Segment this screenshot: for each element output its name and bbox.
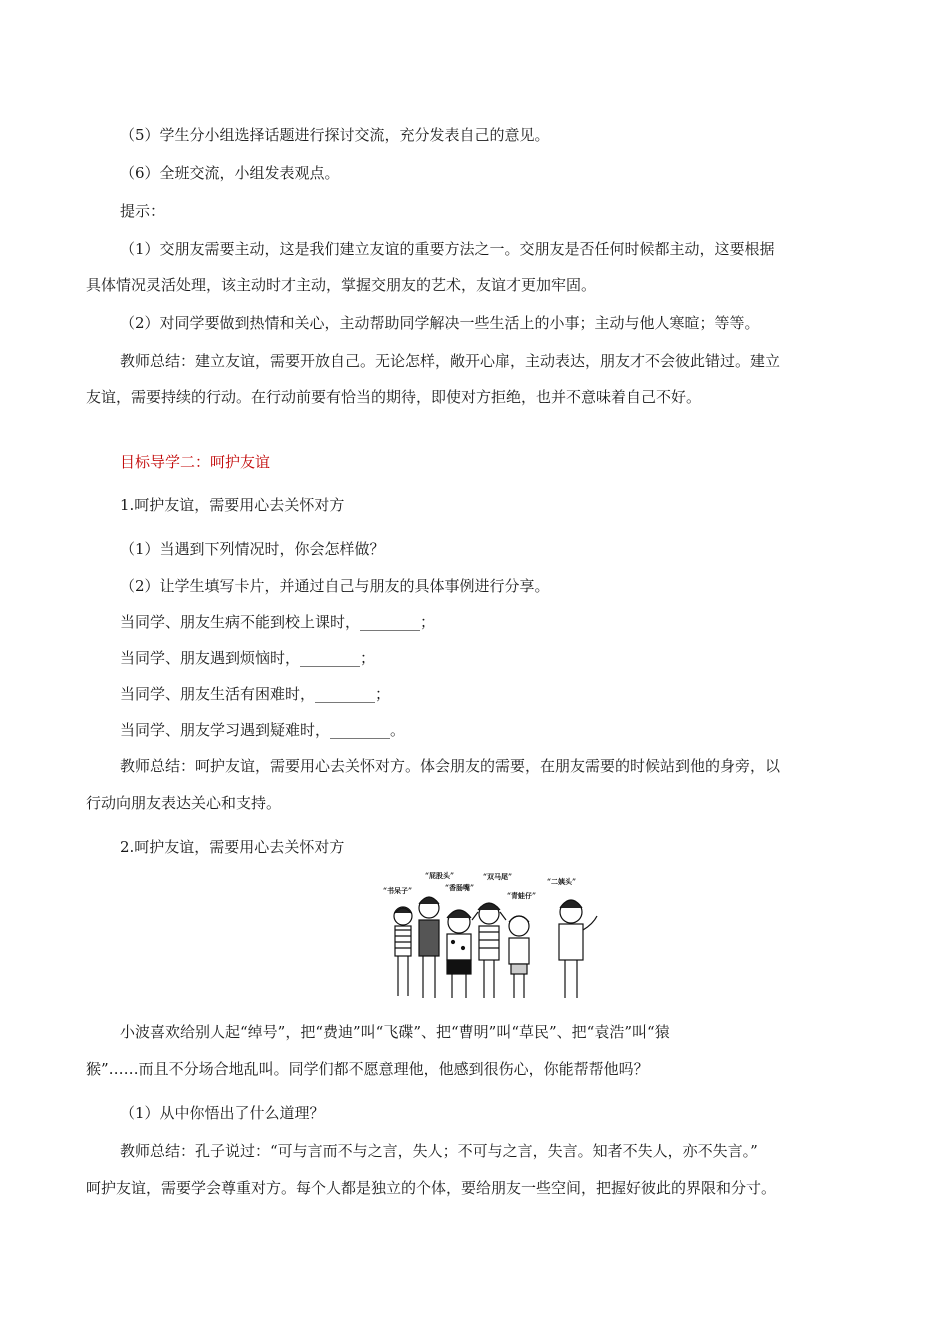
question-3: （1）从中你悟出了什么道理？ [120, 1104, 325, 1122]
teacher-summary-1-line1: 教师总结：建立友谊，需要开放自己。无论怎样，敞开心扉，主动表达，朋友才不会彼此错过。建立 [120, 352, 781, 370]
blank-item-4: 当同学、朋友学习遇到疑难时，________。 [120, 721, 406, 739]
teacher-summary-3-line1: 教师总结：孔子说过：“可与言而不与之言，失人；不可与之言，失言。知者不失人，亦不失言。” [120, 1142, 758, 1160]
teacher-summary-1-line2: 友谊，需要持续的行动。在行动前要有恰当的期待，即使对方拒绝，也并不意味着自己不好。 [86, 388, 702, 406]
paragraph-tip-1-line2: 具体情况灵活处理，该主动时才主动，掌握交朋友的艺术，友谊才更加牢固。 [86, 276, 597, 294]
paragraph-step-5: （5）学生分小组选择话题进行探讨交流，充分发表自己的意见。 [120, 126, 550, 144]
story-line2: 猴”……而且不分场合地乱叫。同学们都不愿意理他，他感到很伤心，你能帮帮他吗？ [86, 1060, 649, 1078]
subheading-1: 1.呵护友谊，需要用心去关怀对方 [120, 496, 345, 514]
section-heading: 目标导学二：呵护友谊 [120, 453, 271, 471]
blank-item-1: 当同学、朋友生病不能到校上课时，________； [120, 613, 436, 631]
nickname-label-1: “书呆子” [383, 886, 413, 895]
subheading-2: 2.呵护友谊，需要用心去关怀对方 [120, 838, 345, 856]
nickname-label-4: “双马尾” [483, 872, 513, 881]
story-line1: 小波喜欢给别人起“绰号”，把“费迪”叫“飞碟”、把“曹明”叫“草民”、把“袁浩”叫“猿 [120, 1023, 670, 1041]
nickname-label-6: “二姨头” [547, 877, 577, 886]
teacher-summary-2-line2: 行动向朋友表达关心和支持。 [86, 794, 282, 812]
paragraph-tip-label: 提示： [120, 202, 166, 220]
nickname-label-3: “香肠嘴” [445, 883, 475, 892]
teacher-summary-3-line2: 呵护友谊，需要学会尊重对方。每个人都是独立的个体，要给朋友一些空间，把握好彼此的界限和分寸。 [86, 1179, 777, 1197]
nickname-label-5: “青蛙仔” [507, 891, 537, 900]
question-1: （1）当遇到下列情况时，你会怎样做？ [120, 540, 385, 558]
nickname-label-2: “屁股头” [425, 871, 455, 880]
question-2: （2）让学生填写卡片，并通过自己与朋友的具体事例进行分享。 [120, 577, 550, 595]
blank-item-2: 当同学、朋友遇到烦恼时，________； [120, 649, 376, 667]
blank-item-3: 当同学、朋友生活有困难时，________； [120, 685, 391, 703]
paragraph-step-6: （6）全班交流，小组发表观点。 [120, 164, 340, 182]
teacher-summary-2-line1: 教师总结：呵护友谊，需要用心去关怀对方。体会朋友的需要，在朋友需要的时候站到他的身旁，以 [120, 757, 781, 775]
nickname-cartoon-illustration [381, 868, 605, 1008]
paragraph-tip-1-line1: （1）交朋友需要主动，这是我们建立友谊的重要方法之一。交朋友是否任何时候都主动，这要根据 [120, 240, 775, 258]
paragraph-tip-2: （2）对同学要做到热情和关心，主动帮助同学解决一些生活上的小事；主动与他人寒暄；等等。 [120, 314, 760, 332]
